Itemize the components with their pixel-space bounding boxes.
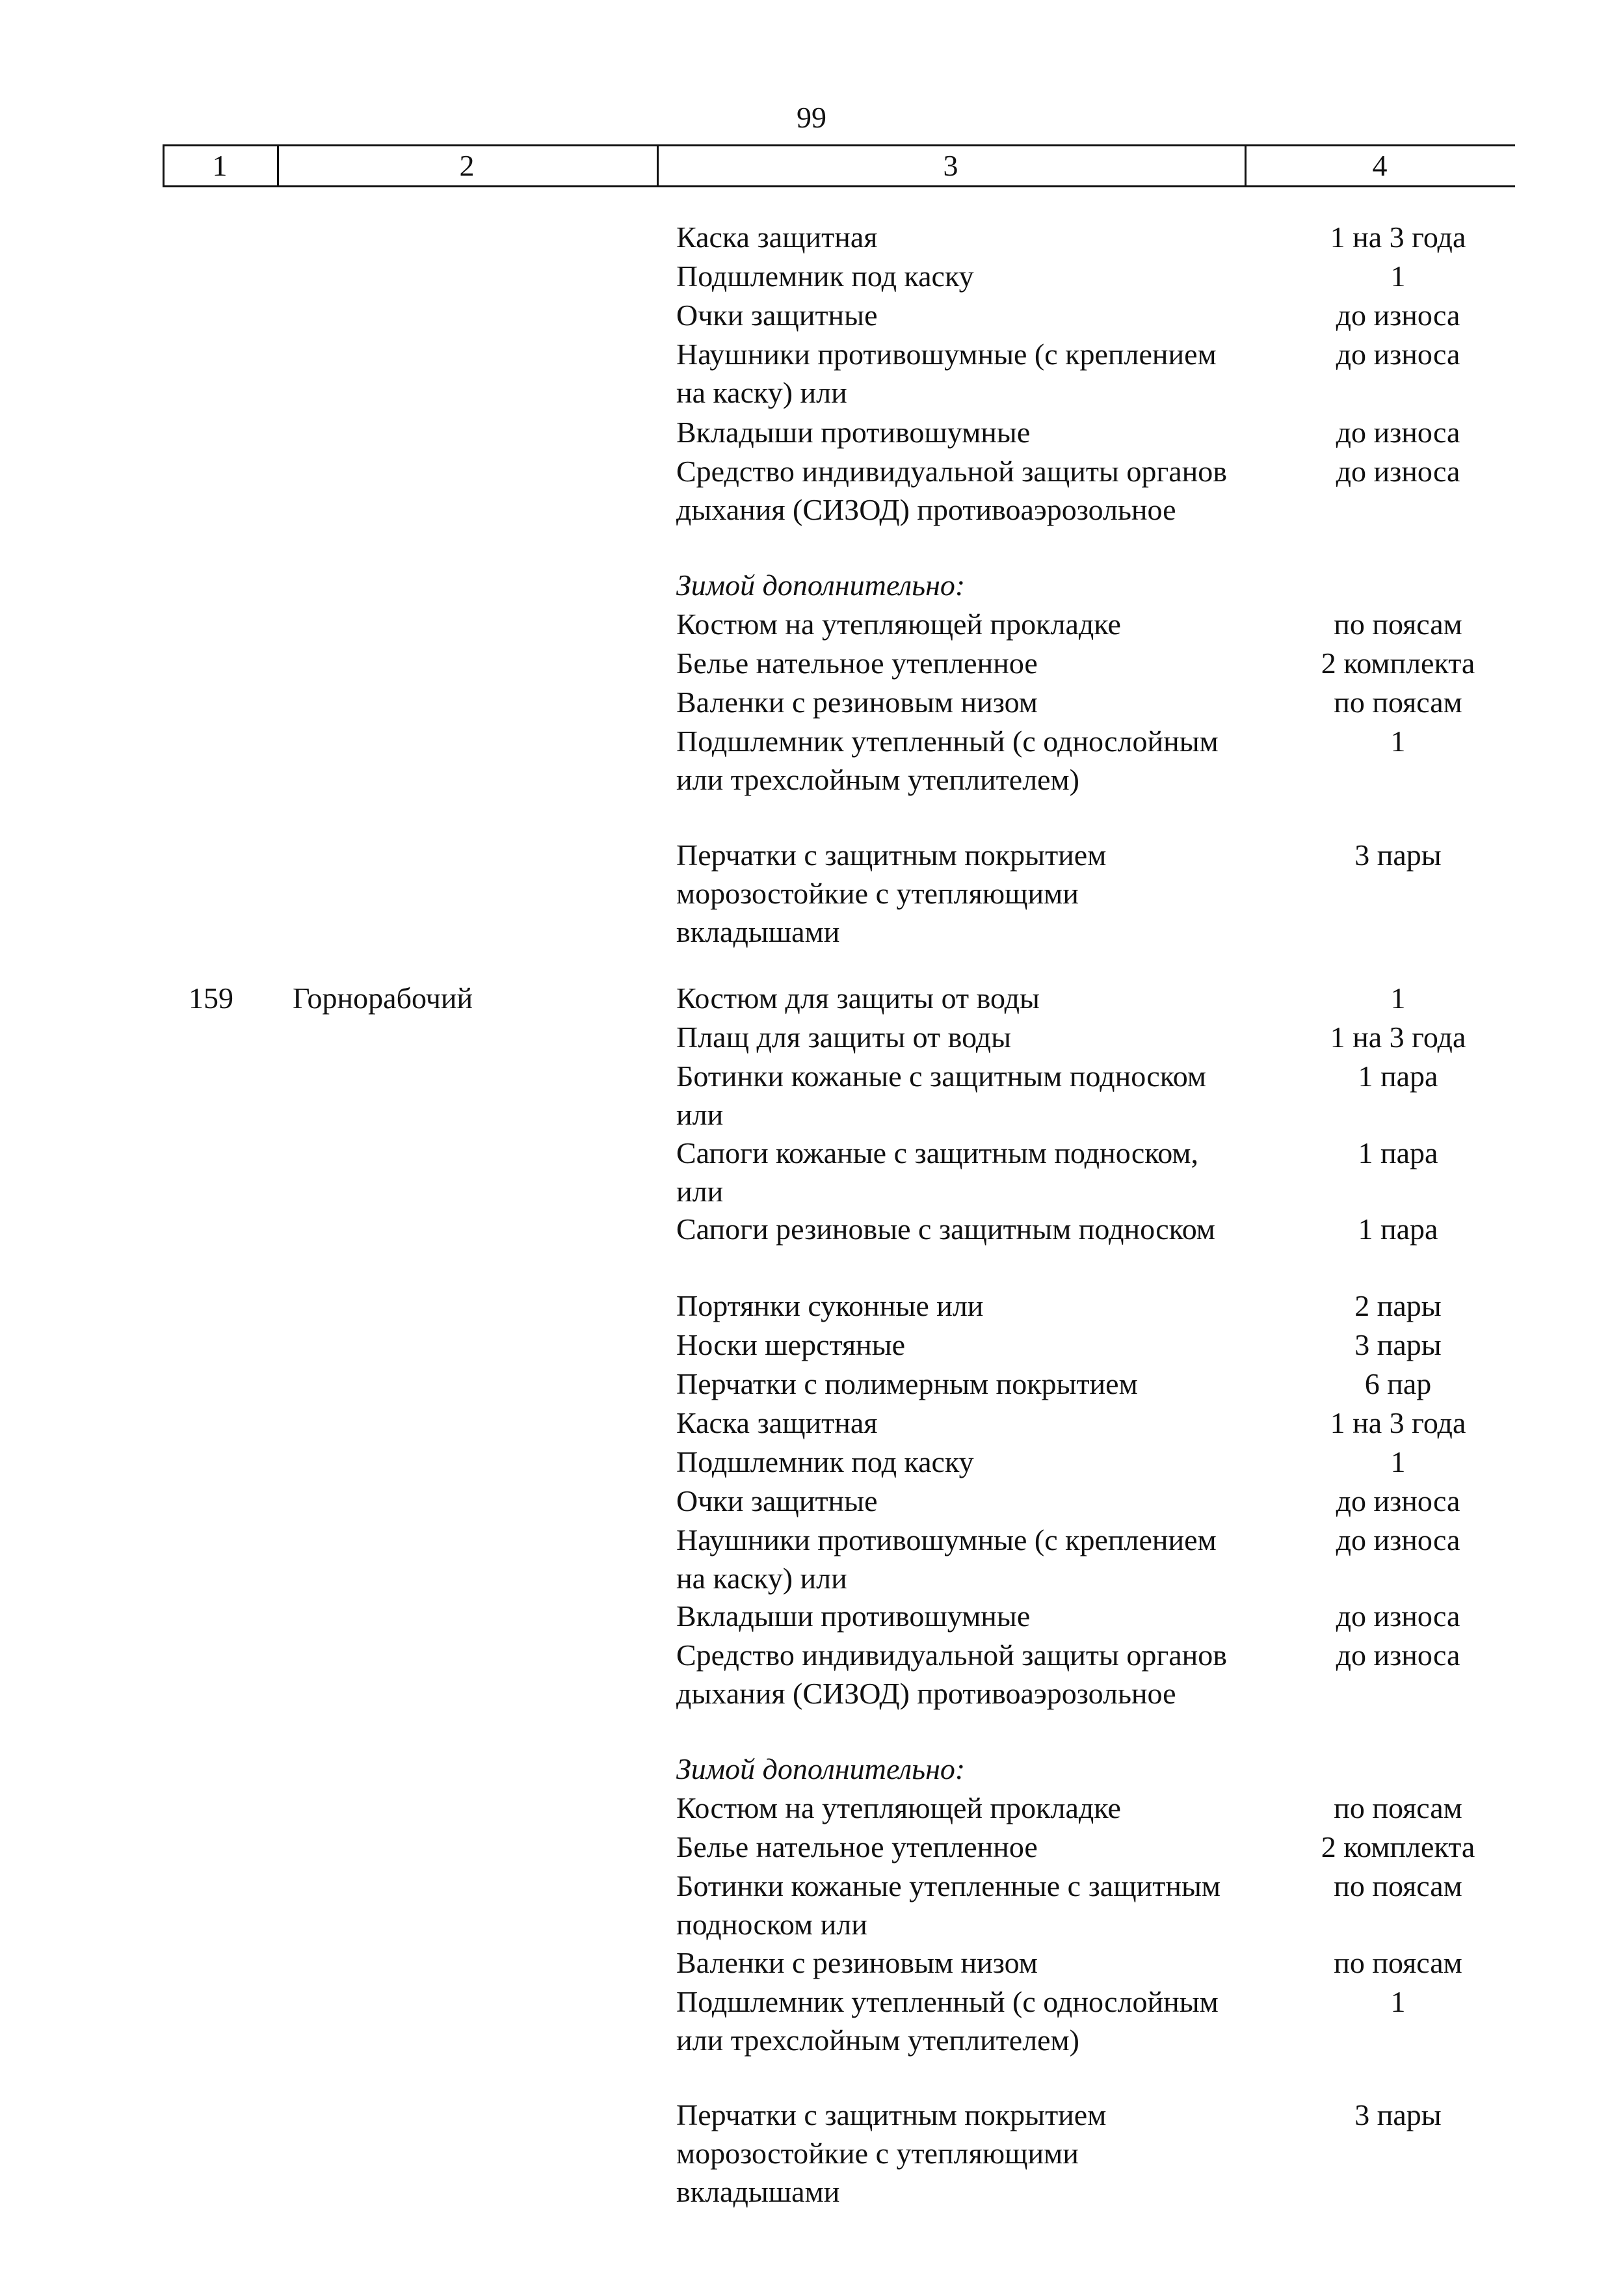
ppe-item: Очки защитные <box>676 299 878 332</box>
ppe-item: Плащ для защиты от воды <box>676 1021 1012 1054</box>
ppe-item: Перчатки с защитным покрытием морозостойкие с утепляющими вкладышами <box>676 838 1107 948</box>
ppe-item: Носки шерстяные <box>676 1328 906 1361</box>
ppe-item: Перчатки с полимерным покрытием <box>676 1367 1138 1400</box>
page-number: 99 <box>797 101 826 134</box>
ppe-item: Ботинки кожаные с защитным подноском или <box>676 1060 1207 1131</box>
issue-norm: 1 на 3 года <box>1330 1406 1466 1439</box>
ppe-item: Очки защитные <box>676 1484 878 1517</box>
ppe-item: Портянки суконные или <box>676 1289 984 1322</box>
issue-norm: до износа <box>1336 299 1460 332</box>
issue-norm: до износа <box>1336 1523 1460 1556</box>
issue-norm: по поясам <box>1334 686 1462 719</box>
ppe-item: Подшлемник под каску <box>676 260 974 293</box>
ppe-item: Наушники противошумные (с креплением на каску) или <box>676 338 1217 409</box>
issue-norm: 1 на 3 года <box>1330 220 1466 254</box>
header-col-3: 3 <box>943 149 958 182</box>
issue-norm: по поясам <box>1334 1946 1462 1979</box>
ppe-item: Сапоги кожаные с защитным подноском, или <box>676 1136 1199 1208</box>
ppe-item: Перчатки с защитным покрытием морозостойкие с утепляющими вкладышами <box>676 2098 1107 2208</box>
issue-norm: по поясам <box>1334 607 1462 641</box>
issue-norm: 2 пары <box>1354 1289 1442 1322</box>
issue-norm: 1 <box>1390 1445 1406 1478</box>
issue-norm: до износа <box>1336 338 1460 371</box>
issue-norm: 1 <box>1390 981 1406 1015</box>
ppe-item: Валенки с резиновым низом <box>676 686 1038 719</box>
table-header <box>163 144 1515 187</box>
ppe-item: Сапоги резиновые с защитным подноском <box>676 1212 1215 1246</box>
issue-norm: до износа <box>1336 1599 1460 1633</box>
row-number: 159 <box>189 981 233 1015</box>
ppe-item: Зимой дополнительно: <box>676 568 966 602</box>
ppe-item: Вкладыши противошумные <box>676 1599 1031 1633</box>
ppe-item: Подшлемник утепленный (с однослойным или трехслойным утеплителем) <box>676 725 1219 796</box>
ppe-item: Ботинки кожаные утепленные с защитным подноском или <box>676 1869 1221 1941</box>
issue-norm: 1 на 3 года <box>1330 1021 1466 1054</box>
header-col-4: 4 <box>1372 149 1388 182</box>
ppe-item: Зимой дополнительно: <box>676 1752 966 1785</box>
issue-norm: 1 пара <box>1358 1136 1438 1169</box>
profession-name: Горнорабочий <box>293 981 473 1015</box>
issue-norm: 1 <box>1390 1985 1406 2018</box>
ppe-item: Костюм на утепляющей прокладке <box>676 607 1121 641</box>
ppe-item: Костюм на утепляющей прокладке <box>676 1791 1121 1824</box>
issue-norm: 1 <box>1390 260 1406 293</box>
ppe-item: Белье нательное утепленное <box>676 647 1038 680</box>
issue-norm: по поясам <box>1334 1869 1462 1902</box>
ppe-item: Подшлемник под каску <box>676 1445 974 1478</box>
issue-norm: до износа <box>1336 1638 1460 1672</box>
ppe-item: Средство индивидуальной защиты органов дыхания (СИЗОД) противоаэрозольное <box>676 455 1227 526</box>
issue-norm: 3 пары <box>1354 838 1442 872</box>
ppe-item: Наушники противошумные (с креплением на каску) или <box>676 1523 1217 1595</box>
header-col-1: 1 <box>212 149 228 182</box>
issue-norm: 3 пары <box>1354 2098 1442 2131</box>
ppe-item: Подшлемник утепленный (с однослойным или трехслойным утеплителем) <box>676 1985 1219 2057</box>
issue-norm: 1 пара <box>1358 1212 1438 1246</box>
ppe-item: Валенки с резиновым низом <box>676 1946 1038 1979</box>
issue-norm: 2 комплекта <box>1321 647 1475 680</box>
issue-norm: 1 <box>1390 725 1406 758</box>
ppe-item: Каска защитная <box>676 1406 878 1439</box>
issue-norm: 3 пары <box>1354 1328 1442 1361</box>
issue-norm: 6 пар <box>1364 1367 1432 1400</box>
issue-norm: по поясам <box>1334 1791 1462 1824</box>
ppe-item: Костюм для защиты от воды <box>676 981 1040 1015</box>
ppe-item: Каска защитная <box>676 220 878 254</box>
ppe-item: Средство индивидуальной защиты органов дыхания (СИЗОД) противоаэрозольное <box>676 1638 1227 1710</box>
issue-norm: до износа <box>1336 416 1460 449</box>
ppe-item: Белье нательное утепленное <box>676 1830 1038 1863</box>
issue-norm: до износа <box>1336 455 1460 488</box>
header-col-2: 2 <box>459 149 475 182</box>
issue-norm: 2 комплекта <box>1321 1830 1475 1863</box>
issue-norm: до износа <box>1336 1484 1460 1517</box>
issue-norm: 1 пара <box>1358 1060 1438 1093</box>
ppe-item: Вкладыши противошумные <box>676 416 1031 449</box>
